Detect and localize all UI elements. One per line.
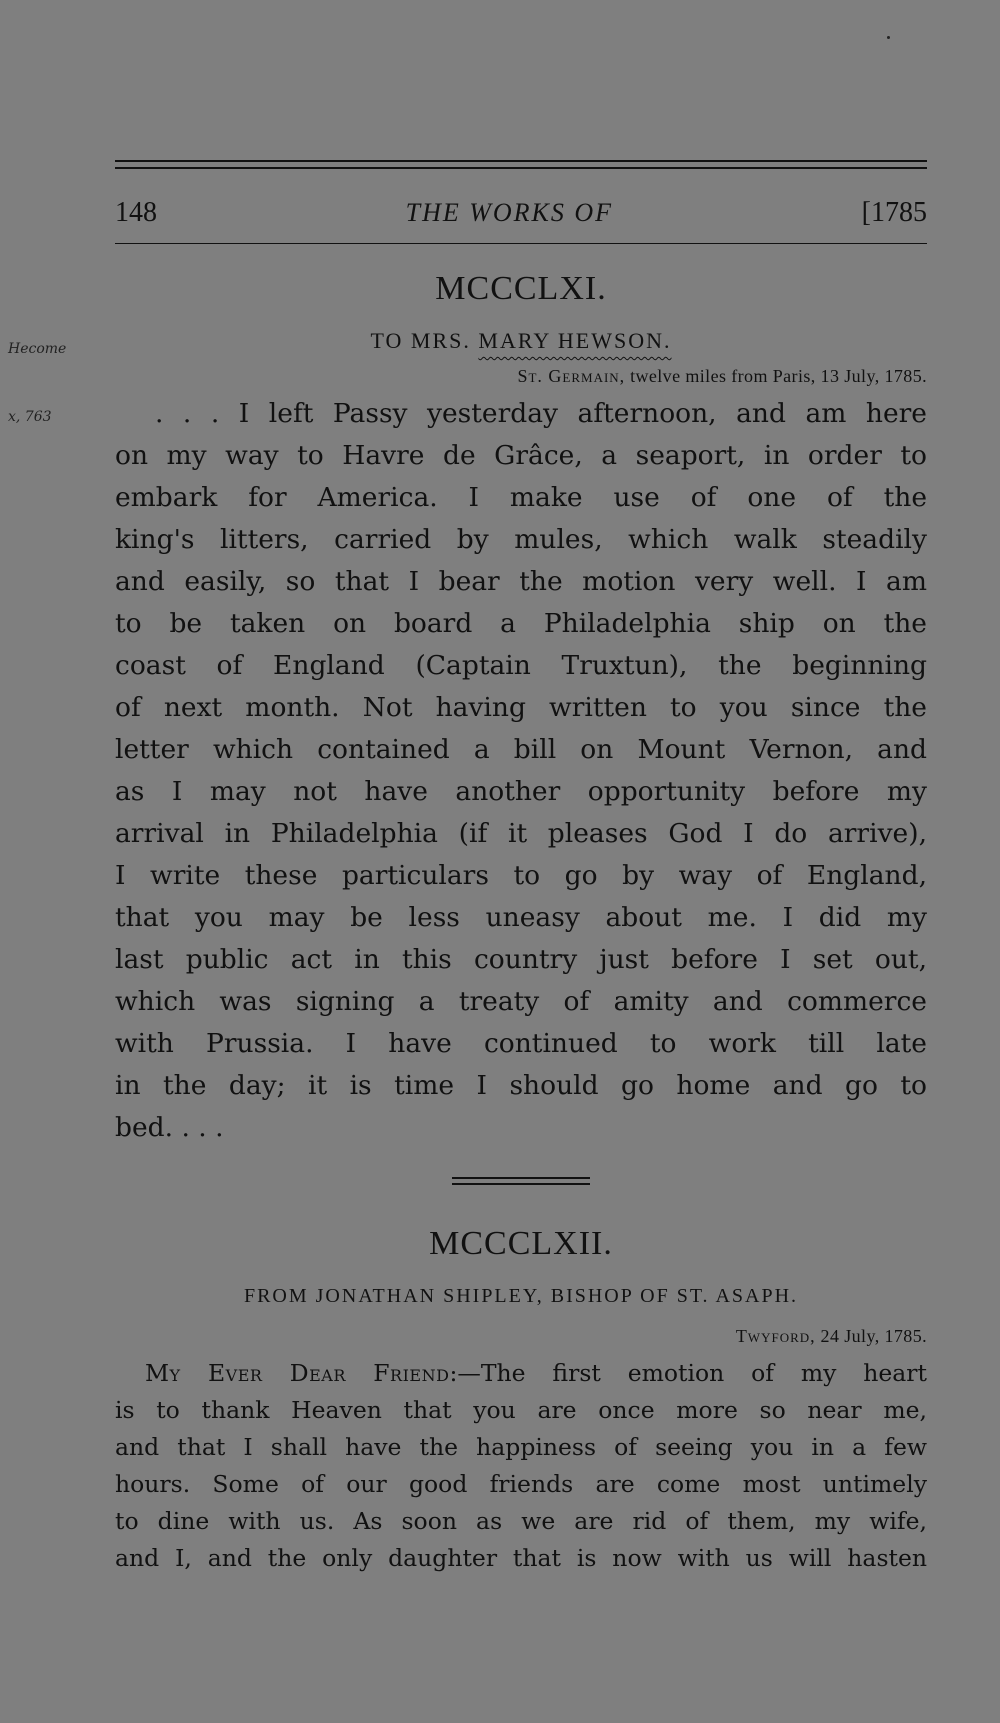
body-line: to be taken on board a Philadelphia ship on the [115,608,927,639]
running-head [115,199,927,227]
body-line: on my way to Havre de Grâce, a seaport, in order to [115,440,927,471]
body-line: and I, and the only daughter that is now with us will hasten [115,1544,927,1572]
top-double-rule [115,160,927,169]
speck-mark [887,36,890,39]
letter-dateline [115,1326,927,1347]
letter-addressee: FROM JONATHAN SHIPLEY, BISHOP OF ST. ASAPH. [243,1285,799,1307]
body-line: bed. . . . [115,1112,224,1143]
body-line: and easily, so that I bear the motion very well. I am [115,566,927,597]
letter-dateline [115,366,927,387]
body-line: as I may not have another opportunity before my [115,776,927,807]
body-line: which was signing a treaty of amity and commerce [115,986,927,1017]
running-title: THE WORKS OF [405,198,614,227]
letter-numeral: MCCCLXII. [429,1225,613,1262]
body-line: that you may be less uneasy about me. I did my [115,902,927,933]
body-line: arrival in Philadelphia (if it pleases God I do arrive), [115,818,927,849]
body-line: letter which contained a bill on Mount Vernon, and [115,734,927,765]
margin-note-reference: x, 763 [8,409,52,425]
first-line-text: :—The first emotion of my heart [449,1359,927,1387]
page-content [115,160,927,1577]
body-line: with Prussia. I have continued to work till late [115,1028,927,1059]
body-line: embark for America. I make use of one of the [115,482,927,513]
body-line: coast of England (Captain Truxtun), the beginning [115,650,927,681]
body-line: . . . I left Passy yesterday afternoon, and am here [155,398,927,429]
dateline-rest: twelve miles from Paris, 13 July, 1785. [625,366,927,386]
body-line: hours. Some of our good friends are come most untimely [115,1470,927,1498]
body-line: and that I shall have the happiness of seeing you in a few [115,1433,927,1461]
body-line [115,1355,927,1392]
running-year: [1785 [861,197,927,228]
head-rule [115,243,927,244]
body-line: king's litters, carried by mules, which walk steadily [115,524,927,555]
salutation: My Ever Dear Friend [145,1359,450,1387]
letter-mccclxi [115,270,927,1149]
body-line: last public act in this country just before I set out, [115,944,927,975]
margin-note-handwritten: Hecome [8,341,67,357]
dateline-place: Twyford, [735,1326,816,1346]
letter-body [115,393,927,1149]
letter-numeral: MCCCLXI. [435,270,607,307]
dateline-rest: 24 July, 1785. [815,1326,927,1346]
body-line: of next month. Not having written to you since the [115,692,927,723]
body-line: to dine with us. As soon as we are rid of them, my wife, [115,1507,927,1535]
page-number: 148 [115,197,157,228]
addressee-name: MARY HEWSON. [478,328,672,353]
dateline-place: St. Germain, [517,366,626,386]
letter-separator [452,1177,590,1185]
letter-mccclxii [115,1225,927,1577]
letter-addressee [115,328,927,354]
body-line: is to thank Heaven that you are once more so near me, [115,1396,927,1424]
body-line: in the day; it is time I should go home and go to [115,1070,927,1101]
body-line: I write these particulars to go by way of England, [115,860,927,891]
letter-body [115,1355,927,1577]
addressee-prefix: TO MRS. [370,328,479,353]
